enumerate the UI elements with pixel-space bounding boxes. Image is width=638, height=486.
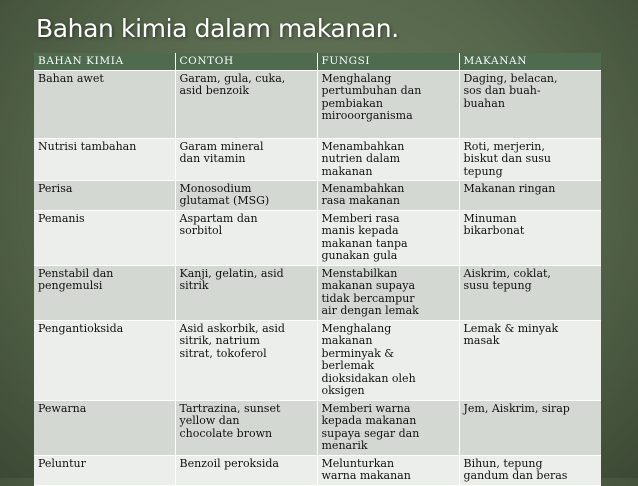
cell-text-line: Pengantioksida	[38, 322, 124, 335]
table-header-row	[34, 53, 601, 71]
cell-text-line: pengemulsi	[38, 279, 103, 293]
cell-text-line: Bihun, tepung	[463, 457, 543, 470]
cell-text-line: Benzoil peroksida	[179, 457, 279, 470]
table-row	[34, 456, 601, 486]
cell-text-line: Menghalang	[321, 322, 392, 335]
cell-makanan	[459, 321, 601, 401]
cell-fungsi	[317, 401, 459, 456]
chemicals-table	[34, 53, 601, 486]
cell-bahan-kimia	[34, 321, 175, 401]
cell-text-line: Memberi warna	[321, 402, 411, 415]
cell-makanan	[459, 181, 601, 211]
cell-text-line: Nutrisi tambahan	[38, 140, 137, 153]
cell-text-line: Monosodium	[179, 182, 252, 195]
cell-makanan	[459, 401, 601, 456]
cell-text-line: sitrik	[179, 279, 209, 293]
cell-text-line: makanan supaya	[321, 279, 416, 293]
cell-text-line: sorbitol	[179, 224, 223, 238]
cell-fungsi	[317, 181, 459, 211]
cell-text-line: Kanji, gelatin, asid	[179, 267, 284, 280]
cell-text-line: makanan	[321, 334, 373, 348]
cell-text-line: makanan tanpa	[321, 236, 408, 250]
cell-text-line: kepada makanan	[321, 414, 417, 428]
cell-fungsi	[317, 211, 459, 266]
cell-text-line: Asid askorbik, asid	[179, 322, 285, 335]
cell-makanan	[459, 266, 601, 321]
cell-text-line: Roti, merjerin,	[463, 140, 545, 153]
cell-fungsi	[317, 266, 459, 321]
cell-text-line: mirooorganisma	[321, 109, 413, 123]
cell-fungsi	[317, 321, 459, 401]
cell-text-line: Perisa	[38, 182, 73, 195]
cell-text-line: Melunturkan	[321, 457, 395, 470]
cell-text-line: pertumbuhan dan	[321, 84, 422, 98]
cell-text-line: warna makanan	[321, 469, 411, 483]
cell-makanan	[459, 139, 601, 181]
cell-text-line: Penstabil dan	[38, 267, 114, 280]
cell-text-line: buahan	[463, 96, 505, 110]
cell-text-line: dioksidakan oleh	[321, 371, 416, 385]
cell-text-line: Pemanis	[38, 212, 85, 225]
cell-contoh	[175, 321, 317, 401]
cell-text-line: Peluntur	[38, 457, 86, 470]
cell-text-line: Pewarna	[38, 402, 87, 415]
cell-text-line: Aiskrim, coklat,	[463, 267, 551, 280]
cell-text-line: menarik	[321, 439, 368, 453]
cell-fungsi	[317, 71, 459, 139]
table-row	[34, 321, 601, 401]
cell-text-line: manis kepada	[321, 224, 399, 238]
cell-text-line: berminyak &	[321, 346, 395, 360]
cell-makanan	[459, 456, 601, 486]
chemicals-table-container	[34, 53, 601, 486]
header-contoh: CONTOH	[175, 53, 317, 71]
cell-text-line: Garam mineral	[179, 140, 264, 153]
cell-text-line: Tartrazina, sunset	[179, 402, 281, 415]
cell-bahan-kimia	[34, 181, 175, 211]
cell-text-line: asid benzoik	[179, 84, 249, 98]
cell-text-line: tidak bercampur	[321, 291, 415, 305]
cell-text-line: tepung	[463, 164, 503, 178]
cell-text-line: pembiakan	[321, 96, 383, 110]
cell-text-line: rasa makanan	[321, 194, 400, 208]
header-makanan: MAKANAN	[459, 53, 601, 71]
cell-bahan-kimia	[34, 401, 175, 456]
cell-text-line: Lemak & minyak	[463, 322, 559, 335]
table-row	[34, 71, 601, 139]
cell-contoh	[175, 71, 317, 139]
cell-text-line: makanan	[321, 164, 373, 178]
table-body	[34, 71, 601, 486]
table-row	[34, 181, 601, 211]
cell-text-line: gunakan gula	[321, 249, 398, 263]
cell-text-line: dan vitamin	[179, 152, 246, 166]
cell-text-line: Garam, gula, cuka,	[179, 72, 286, 85]
cell-bahan-kimia	[34, 139, 175, 181]
cell-text-line: sitrik, natrium	[179, 334, 260, 348]
cell-text-line: supaya segar dan	[321, 426, 420, 440]
cell-text-line: nutrien dalam	[321, 152, 401, 166]
cell-text-line: berlemak	[321, 359, 374, 373]
cell-bahan-kimia	[34, 211, 175, 266]
cell-text-line: Menambahkan	[321, 140, 405, 153]
header-bahan-kimia: BAHAN KIMIA	[34, 53, 175, 71]
cell-text-line: Menambahkan	[321, 182, 405, 195]
cell-text-line: sos dan buah-	[463, 84, 541, 98]
cell-text-line: Memberi rasa	[321, 212, 400, 225]
cell-text-line: masak	[463, 334, 500, 348]
slide-title: Bahan kimia dalam makanan.	[36, 14, 399, 43]
cell-text-line: sitrat, tokoferol	[179, 346, 267, 360]
cell-text-line: Daging, belacan,	[463, 72, 558, 85]
cell-bahan-kimia	[34, 266, 175, 321]
cell-text-line: Bahan awet	[38, 72, 104, 85]
cell-text-line: bikarbonat	[463, 224, 525, 238]
cell-text-line: air dengan lemak	[321, 304, 419, 318]
table-row	[34, 139, 601, 181]
cell-contoh	[175, 266, 317, 321]
cell-text-line: susu tepung	[463, 279, 532, 293]
table-row	[34, 266, 601, 321]
cell-fungsi	[317, 139, 459, 181]
cell-contoh	[175, 401, 317, 456]
cell-bahan-kimia	[34, 456, 175, 486]
cell-text-line: Aspartam dan	[179, 212, 258, 225]
cell-contoh	[175, 139, 317, 181]
cell-text-line: Jem, Aiskrim, sirap	[463, 402, 570, 415]
cell-text-line: gandum dan beras	[463, 469, 568, 483]
cell-text-line: glutamat (MSG)	[179, 194, 270, 208]
table-row	[34, 401, 601, 456]
cell-text-line: oksigen	[321, 384, 365, 398]
cell-text-line: biskut dan susu	[463, 152, 552, 166]
header-fungsi: FUNGSI	[317, 53, 459, 71]
cell-fungsi	[317, 456, 459, 486]
table-row	[34, 211, 601, 266]
cell-contoh	[175, 456, 317, 486]
cell-bahan-kimia	[34, 71, 175, 139]
cell-text-line: Menghalang	[321, 72, 392, 85]
cell-text-line: chocolate brown	[179, 426, 273, 440]
cell-makanan	[459, 211, 601, 266]
cell-text-line: Menstabilkan	[321, 267, 398, 280]
cell-contoh	[175, 181, 317, 211]
cell-text-line: Makanan ringan	[463, 182, 556, 195]
cell-makanan	[459, 71, 601, 139]
cell-contoh	[175, 211, 317, 266]
cell-text-line: yellow dan	[179, 414, 240, 428]
cell-text-line: Minuman	[463, 212, 517, 225]
